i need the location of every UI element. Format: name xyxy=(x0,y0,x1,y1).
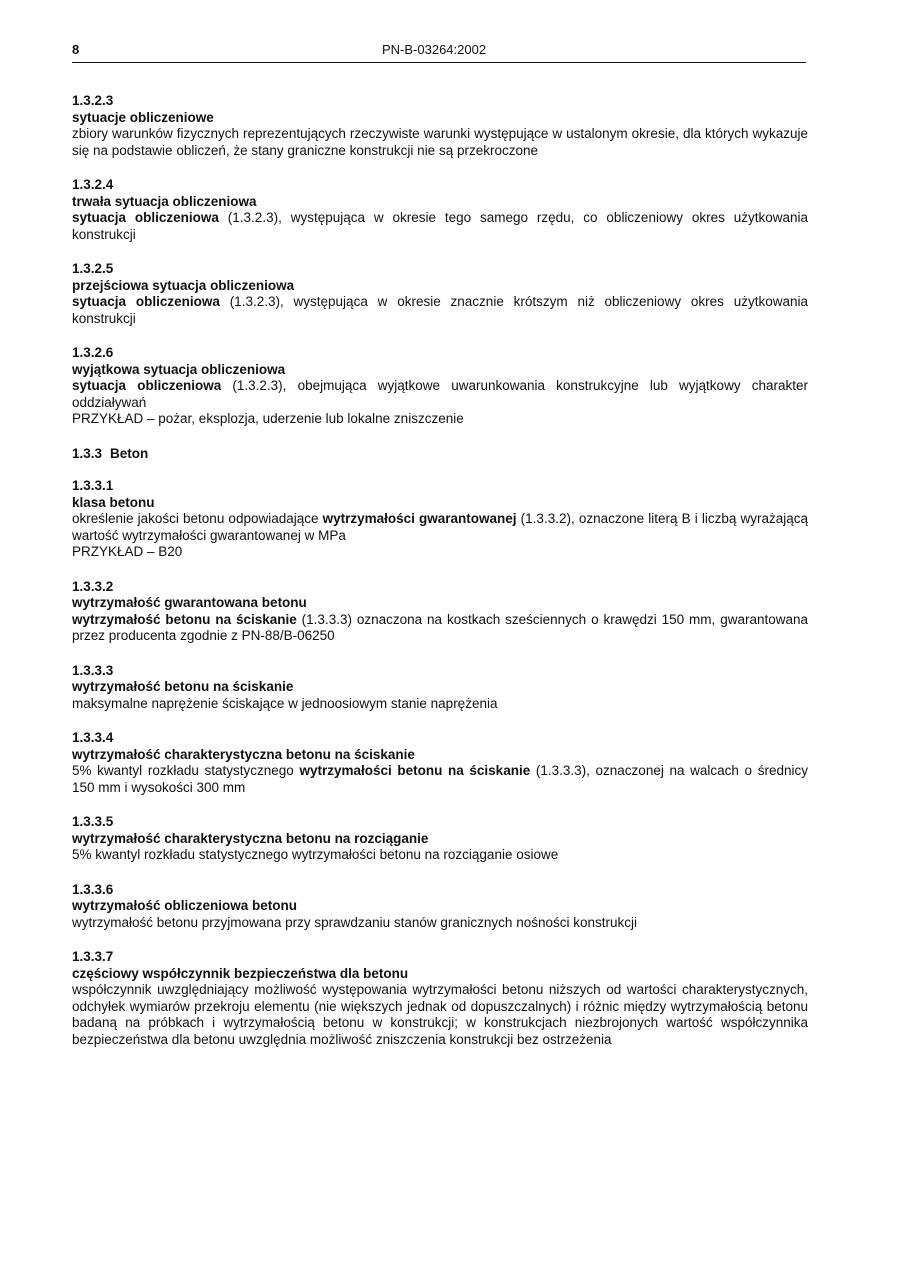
entry-1-3-3-5 xyxy=(72,814,808,864)
entry-definition xyxy=(72,294,808,327)
entry-1-3-2-3 xyxy=(72,93,808,159)
entry-term: przejściowa sytuacja obliczeniowa xyxy=(72,277,295,293)
entry-definition xyxy=(72,210,808,243)
entry-term: sytuacje obliczeniowe xyxy=(72,109,214,125)
entry-term: wytrzymałość charakterystyczna betonu na ściskanie xyxy=(72,746,415,762)
section-title: Beton xyxy=(110,445,149,461)
entry-number: 1.3.2.4 xyxy=(72,177,114,192)
definition-reference-term: sytuacja obliczeniowa xyxy=(72,378,222,393)
definition-reference-term: wytrzymałość betonu na ściskanie xyxy=(72,611,297,627)
entry-number: 1.3.3.2 xyxy=(72,578,114,594)
entry-definition xyxy=(72,511,808,544)
entry-1-3-3-3 xyxy=(72,663,808,713)
definition-reference-term: sytuacja obliczeniowa xyxy=(72,210,219,225)
definition-text: 5% kwantyl rozkładu statystycznego xyxy=(72,763,300,778)
entry-definition: maksymalne naprężenie ściskające w jednoosiowym stanie naprężenia xyxy=(72,695,498,711)
entry-definition: współczynnik uwzględniający możliwość występowania wytrzymałości betonu niższych od wartości charakterystycznych, odchyłek wymiarów przekroju elementu (nie większych jednak od dopuszczalnych) i różnic między wytrzymałością betonu badaną na próbkach i wytrzymałością betonu w konstrukcji; w konstrukcjach niezbrojonych wartość współczynnika bezpieczeństwa dla betonu uwzględnia możliwość zniszczenia konstrukcji bez ostrzeżenia xyxy=(72,982,808,1047)
section-number: 1.3.3 xyxy=(72,445,103,461)
entry-1-3-3-6 xyxy=(72,882,808,932)
entry-example: PRZYKŁAD – pożar, eksplozja, uderzenie lub lokalne zniszczenie xyxy=(72,411,464,426)
entry-term: klasa betonu xyxy=(72,494,155,510)
standard-id: PN-B-03264:2002 xyxy=(382,42,487,57)
entry-definition xyxy=(72,612,808,645)
definition-text: (1.3.2.3), obejmująca wyjątkowe uwarunkowania konstrukcyjne lub wyjątkowy charakter oddziaływań xyxy=(72,378,809,410)
entry-number: 1.3.3.7 xyxy=(72,949,114,964)
definition-text: (1.3.3.3) oznaczona na kostkach sześciennych o krawędzi 150 mm, gwarantowana przez producenta zgodnie z PN-88/B-06250 xyxy=(72,611,808,643)
entry-term: wytrzymałość gwarantowana betonu xyxy=(72,595,307,610)
entry-1-3-3-1 xyxy=(72,478,808,561)
definition-text: (1.3.2.3), występująca w okresie znacznie krótszym niż obliczeniowy okres użytkowania konstrukcji xyxy=(72,294,808,326)
page-header xyxy=(72,42,806,66)
section-heading xyxy=(72,446,808,463)
definition-reference-term: sytuacja obliczeniowa xyxy=(72,294,220,309)
entry-term: wytrzymałość betonu na ściskanie xyxy=(72,679,294,694)
entry-1-3-3-7 xyxy=(72,949,808,1048)
entry-number: 1.3.3.5 xyxy=(72,814,114,829)
definition-text: (1.3.3.3), oznaczonej na walcach o średnicy 150 mm i wysokości 300 mm xyxy=(72,763,808,795)
entry-example: PRZYKŁAD – B20 xyxy=(72,544,183,559)
entry-1-3-3-4 xyxy=(72,730,808,796)
entry-definition: 5% kwantyl rozkładu statystycznego wytrzymałości betonu na rozciąganie osiowe xyxy=(72,847,559,862)
entry-definition xyxy=(72,763,808,796)
entry-term: wyjątkowa sytuacja obliczeniowa xyxy=(72,361,286,377)
header-rule xyxy=(72,62,806,63)
entry-definition: zbiory warunków fizycznych reprezentujących rzeczywiste warunki występujące w ustalonym okresie, dla których wykazuje się na podstawie obliczeń, że stany graniczne konstrukcji nie są przekroczone xyxy=(72,126,808,158)
entry-term: częściowy współczynnik bezpieczeństwa dla betonu xyxy=(72,965,409,981)
entry-term: trwała sytuacja obliczeniowa xyxy=(72,193,257,209)
entry-number: 1.3.2.5 xyxy=(72,261,114,276)
definition-reference-term: wytrzymałości betonu na ściskanie xyxy=(299,763,531,778)
definition-text: określenie jakości betonu odpowiadające xyxy=(72,511,323,526)
entry-definition xyxy=(72,378,808,411)
entry-number: 1.3.3.3 xyxy=(72,662,114,678)
entry-term: wytrzymałość charakterystyczna betonu na rozciąganie xyxy=(72,830,429,846)
page-number: 8 xyxy=(72,42,80,57)
entry-number: 1.3.2.3 xyxy=(72,93,114,108)
entry-number: 1.3.3.6 xyxy=(72,881,114,897)
entry-1-3-2-4 xyxy=(72,177,808,243)
definition-reference-term: wytrzymałości gwarantowanej xyxy=(322,511,517,526)
entry-term: wytrzymałość obliczeniowa betonu xyxy=(72,898,298,913)
entry-1-3-2-6 xyxy=(72,345,808,428)
entry-1-3-3-2 xyxy=(72,579,808,645)
entry-1-3-2-5 xyxy=(72,261,808,327)
document-body xyxy=(72,93,808,1066)
entry-number: 1.3.3.1 xyxy=(72,478,114,493)
definition-text: (1.3.3.2), oznaczone literą B i liczbą wyrażającą wartość wytrzymałości gwarantowanej w MPa xyxy=(72,511,809,543)
entry-number: 1.3.3.4 xyxy=(72,730,114,745)
definition-text: (1.3.2.3), występująca w okresie tego samego rzędu, co obliczeniowy okres użytkowania konstrukcji xyxy=(72,210,809,242)
entry-definition: wytrzymałość betonu przyjmowana przy sprawdzaniu stanów granicznych nośności konstrukcji xyxy=(72,914,637,930)
entry-number: 1.3.2.6 xyxy=(72,345,114,360)
